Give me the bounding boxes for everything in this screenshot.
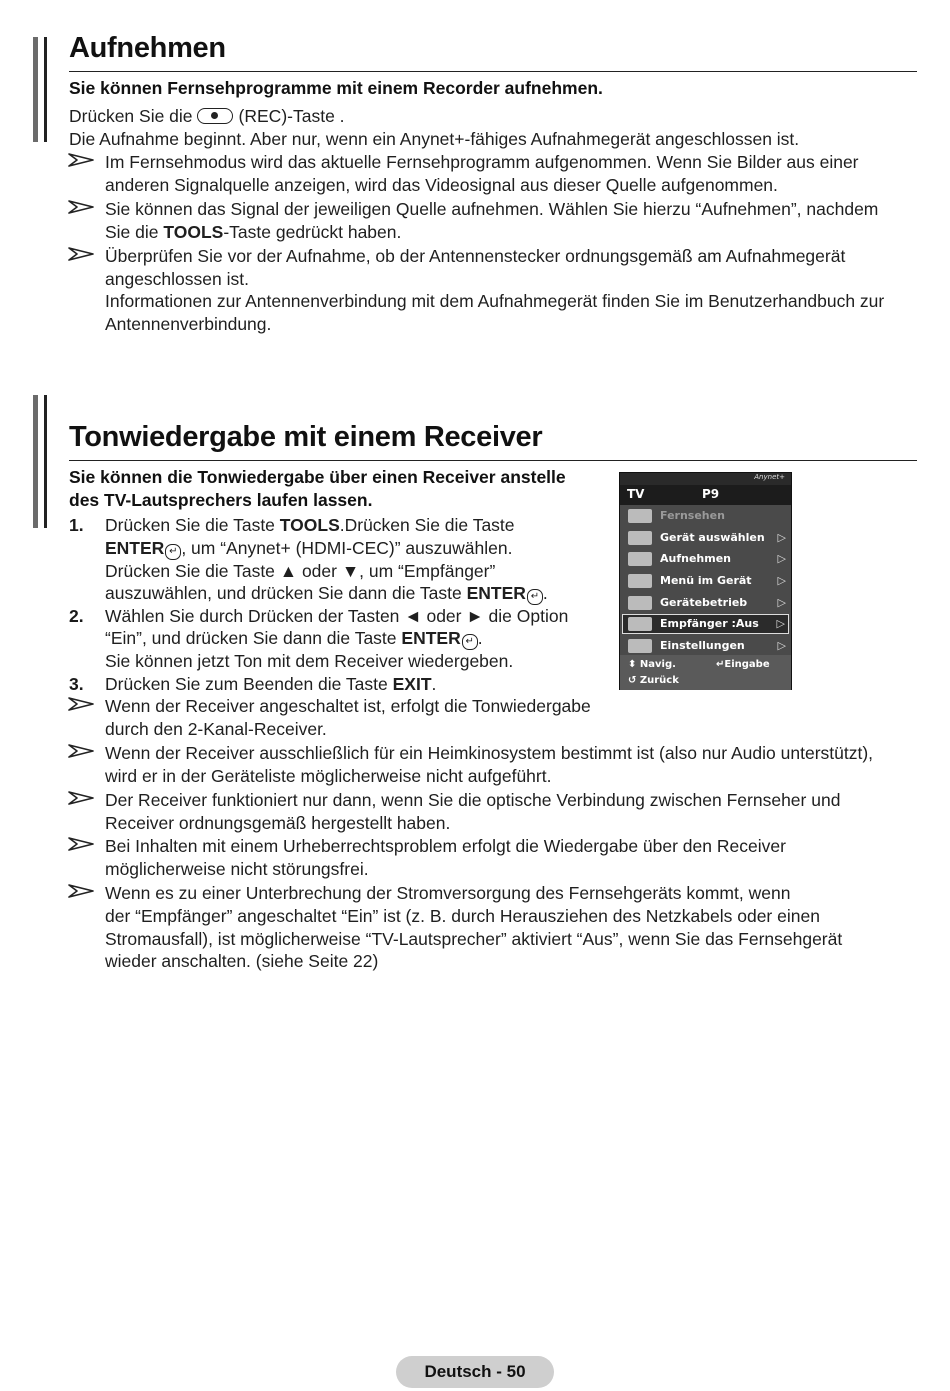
step-number: 1. xyxy=(69,515,84,535)
note-line: Wenn der Receiver angeschaltet ist, erfolgt die Tonwiedergabe xyxy=(105,696,591,716)
enter-key-icon: ↵ xyxy=(716,659,725,670)
record-icon xyxy=(628,552,652,566)
arrow-note-icon xyxy=(68,247,94,261)
device-select-icon xyxy=(628,531,652,545)
note-line: der “Empfänger” angeschaltet “Ein” ist (z. B. durch Herausziehen des Netzkabels oder einen xyxy=(105,906,820,926)
osd-item-label: Gerätebetrieb xyxy=(660,596,748,609)
device-menu-icon xyxy=(628,574,652,588)
note-line: wieder anschalten. (siehe Seite 22) xyxy=(105,951,379,971)
enter-key-icon: ↵ xyxy=(165,544,181,560)
step-line: Sie können jetzt Ton mit dem Receiver wiedergeben. xyxy=(105,651,514,671)
note-line: Wenn es zu einer Unterbrechung der Stromversorgung des Fernsehgeräts kommt, wenn xyxy=(105,883,791,903)
section-sidebar-line xyxy=(44,395,47,528)
note-line: Wenn der Receiver ausschließlich für ein Heimkinosystem bestimmt ist (also nur Audio unterstützt), xyxy=(105,743,874,763)
text-span: “Ein”, und drücken Sie dann die Taste xyxy=(105,628,402,648)
arrow-note-icon xyxy=(68,884,94,898)
tv-icon xyxy=(628,509,652,523)
osd-header xyxy=(620,485,791,505)
page-number-badge: Deutsch - 50 xyxy=(396,1356,554,1388)
note-line: Stromausfall), ist möglicherweise “TV-Lautsprecher” aktiviert “Aus”, wenn Sie das Fernsehgerät xyxy=(105,929,843,949)
chevron-right-icon: ▷ xyxy=(776,617,785,630)
tools-key-label: TOOLS xyxy=(279,515,340,535)
text-span: .Drücken Sie die Taste xyxy=(339,515,515,535)
step-line: Drücken Sie die Taste ▲ oder ▼, um “Empfänger” xyxy=(105,561,496,581)
note-line: Receiver ordnungsgemäß hergestellt haben. xyxy=(105,813,451,833)
osd-back-hint xyxy=(628,675,679,686)
section-lead: des TV-Lautsprechers laufen lassen. xyxy=(69,490,373,510)
up-down-icon: ⬍ xyxy=(628,659,637,670)
step-line xyxy=(105,537,512,560)
section-sidebar-line xyxy=(44,37,47,142)
step-number: 2. xyxy=(69,606,84,626)
osd-item-menue-im-geraet[interactable] xyxy=(622,571,789,591)
chevron-right-icon: ▷ xyxy=(777,639,786,652)
osd-item-label: Menü im Gerät xyxy=(660,574,752,587)
note-line: Überprüfen Sie vor der Aufnahme, ob der Antennenstecker ordnungsgemäß am Aufnahmegerät xyxy=(105,246,846,266)
step-line: Wählen Sie durch Drücken der Tasten ◄ oder ► die Option xyxy=(105,606,569,626)
osd-nav-label: Navig. xyxy=(639,659,676,670)
arrow-note-icon xyxy=(68,697,94,711)
note-line: möglicherweise nicht störungsfrei. xyxy=(105,859,369,879)
osd-nav-hint xyxy=(628,659,676,670)
return-icon: ↺ xyxy=(628,675,637,686)
osd-item-fernsehen[interactable] xyxy=(622,506,789,526)
osd-item-label: Empfänger :Aus xyxy=(660,617,759,630)
osd-item-geraetebetrieb[interactable] xyxy=(622,593,789,613)
device-operation-icon xyxy=(628,596,652,610)
chevron-right-icon: ▷ xyxy=(777,552,786,565)
enter-key-label: ENTER xyxy=(466,583,526,603)
note-line: Im Fernsehmodus wird das aktuelle Fernsehprogramm aufgenommen. Wenn Sie Bilder aus einer xyxy=(105,152,859,172)
press-rec-post: (REC)-Taste . xyxy=(238,106,345,126)
title-rule xyxy=(69,460,917,461)
enter-key-label: ENTER xyxy=(401,628,461,648)
rec-button-icon xyxy=(197,108,233,124)
section-sidebar-bar xyxy=(33,37,38,142)
section-title-aufnehmen: Aufnehmen xyxy=(69,32,226,64)
arrow-note-icon xyxy=(68,791,94,805)
osd-item-label: Aufnehmen xyxy=(660,552,732,565)
arrow-note-icon xyxy=(68,153,94,167)
osd-item-label: Einstellungen xyxy=(660,639,745,652)
osd-item-label: Gerät auswählen xyxy=(660,531,765,544)
note-line: Antennenverbindung. xyxy=(105,314,272,334)
chevron-right-icon: ▷ xyxy=(777,574,786,587)
section-sidebar-bar xyxy=(33,395,38,528)
enter-key-icon: ↵ xyxy=(527,589,543,605)
osd-channel: P9 xyxy=(702,487,720,501)
exit-key-label: EXIT xyxy=(392,674,432,694)
anynet-logo: Anynet+ xyxy=(754,473,785,481)
chevron-right-icon: ▷ xyxy=(777,596,786,609)
arrow-note-icon xyxy=(68,837,94,851)
anynet-osd-menu xyxy=(619,472,792,690)
enter-key-icon: ↵ xyxy=(462,634,478,650)
section-title-receiver: Tonwiedergabe mit einem Receiver xyxy=(69,421,543,453)
section-lead: Sie können Fernsehprogramme mit einem Recorder aufnehmen. xyxy=(69,78,603,98)
receiver-icon xyxy=(628,617,652,631)
note-line: Informationen zur Antennenverbindung mit dem Aufnahmegerät finden Sie im Benutzerhandbuch zur xyxy=(105,291,885,311)
note-line: Der Receiver funktioniert nur dann, wenn Sie die optische Verbindung zwischen Fernseher und xyxy=(105,790,841,810)
osd-top-bar xyxy=(620,473,791,485)
title-rule xyxy=(69,71,917,72)
osd-back-label: Zurück xyxy=(639,675,679,686)
note-line xyxy=(105,221,401,244)
text-span: -Taste gedrückt haben. xyxy=(223,222,402,242)
note-line: wird er in der Geräteliste möglicherweise nicht aufgeführt. xyxy=(105,766,552,786)
note-line: anderen Signalquelle anzeigen, wird das Videosignal aus dieser Quelle aufgenommen. xyxy=(105,175,778,195)
press-rec-line xyxy=(69,105,345,128)
note-line: angeschlossen ist. xyxy=(105,269,249,289)
text-span: Sie die xyxy=(105,222,164,242)
arrow-note-icon xyxy=(68,200,94,214)
text-span: , um “Anynet+ (HDMI-CEC)” auszuwählen. xyxy=(181,538,513,558)
osd-item-empfaenger[interactable] xyxy=(622,614,789,634)
step-line xyxy=(105,514,515,537)
osd-enter-hint xyxy=(716,659,770,670)
text-span: Drücken Sie die Taste xyxy=(105,515,280,535)
osd-enter-label: Eingabe xyxy=(724,659,770,670)
enter-key-label: ENTER xyxy=(105,538,165,558)
step-line: “Ein”, und drücken Sie dann die Taste ENTER ↵ . xyxy=(105,628,483,648)
note-line: Bei Inhalten mit einem Urheberrechtsproblem erfolgt die Wiedergabe über den Receiver xyxy=(105,836,786,856)
note-line: Sie können das Signal der jeweiligen Quelle aufnehmen. Wählen Sie hierzu “Aufnehmen”, nachdem xyxy=(105,199,879,219)
gear-icon xyxy=(628,639,652,653)
section-lead: Sie können die Tonwiedergabe über einen Receiver anstelle xyxy=(69,467,566,487)
recording-start-line: Die Aufnahme beginnt. Aber nur, wenn ein Anynet+-fähiges Aufnahmegerät angeschlossen ist. xyxy=(69,129,800,149)
osd-footer xyxy=(620,655,791,690)
step-number: 3. xyxy=(69,674,84,694)
note-line: durch den 2-Kanal-Receiver. xyxy=(105,719,327,739)
text-span: Drücken Sie zum Beenden die Taste xyxy=(105,674,393,694)
step-line: Drücken Sie zum Beenden die Taste EXIT. xyxy=(105,674,437,694)
osd-item-geraet-auswaehlen[interactable] xyxy=(622,528,789,548)
chevron-right-icon: ▷ xyxy=(777,531,786,544)
arrow-note-icon xyxy=(68,744,94,758)
tools-key-label: TOOLS xyxy=(163,222,224,242)
osd-item-einstellungen[interactable] xyxy=(622,636,789,656)
osd-source: TV xyxy=(627,487,645,501)
osd-item-aufnehmen[interactable] xyxy=(622,549,789,569)
text-span: auszuwählen, und drücken Sie dann die Taste xyxy=(105,583,467,603)
press-rec-pre: Drücken Sie die xyxy=(69,106,193,126)
step-line: auszuwählen, und drücken Sie dann die Taste ENTER ↵ . xyxy=(105,583,548,603)
osd-item-label: Fernsehen xyxy=(660,509,725,522)
